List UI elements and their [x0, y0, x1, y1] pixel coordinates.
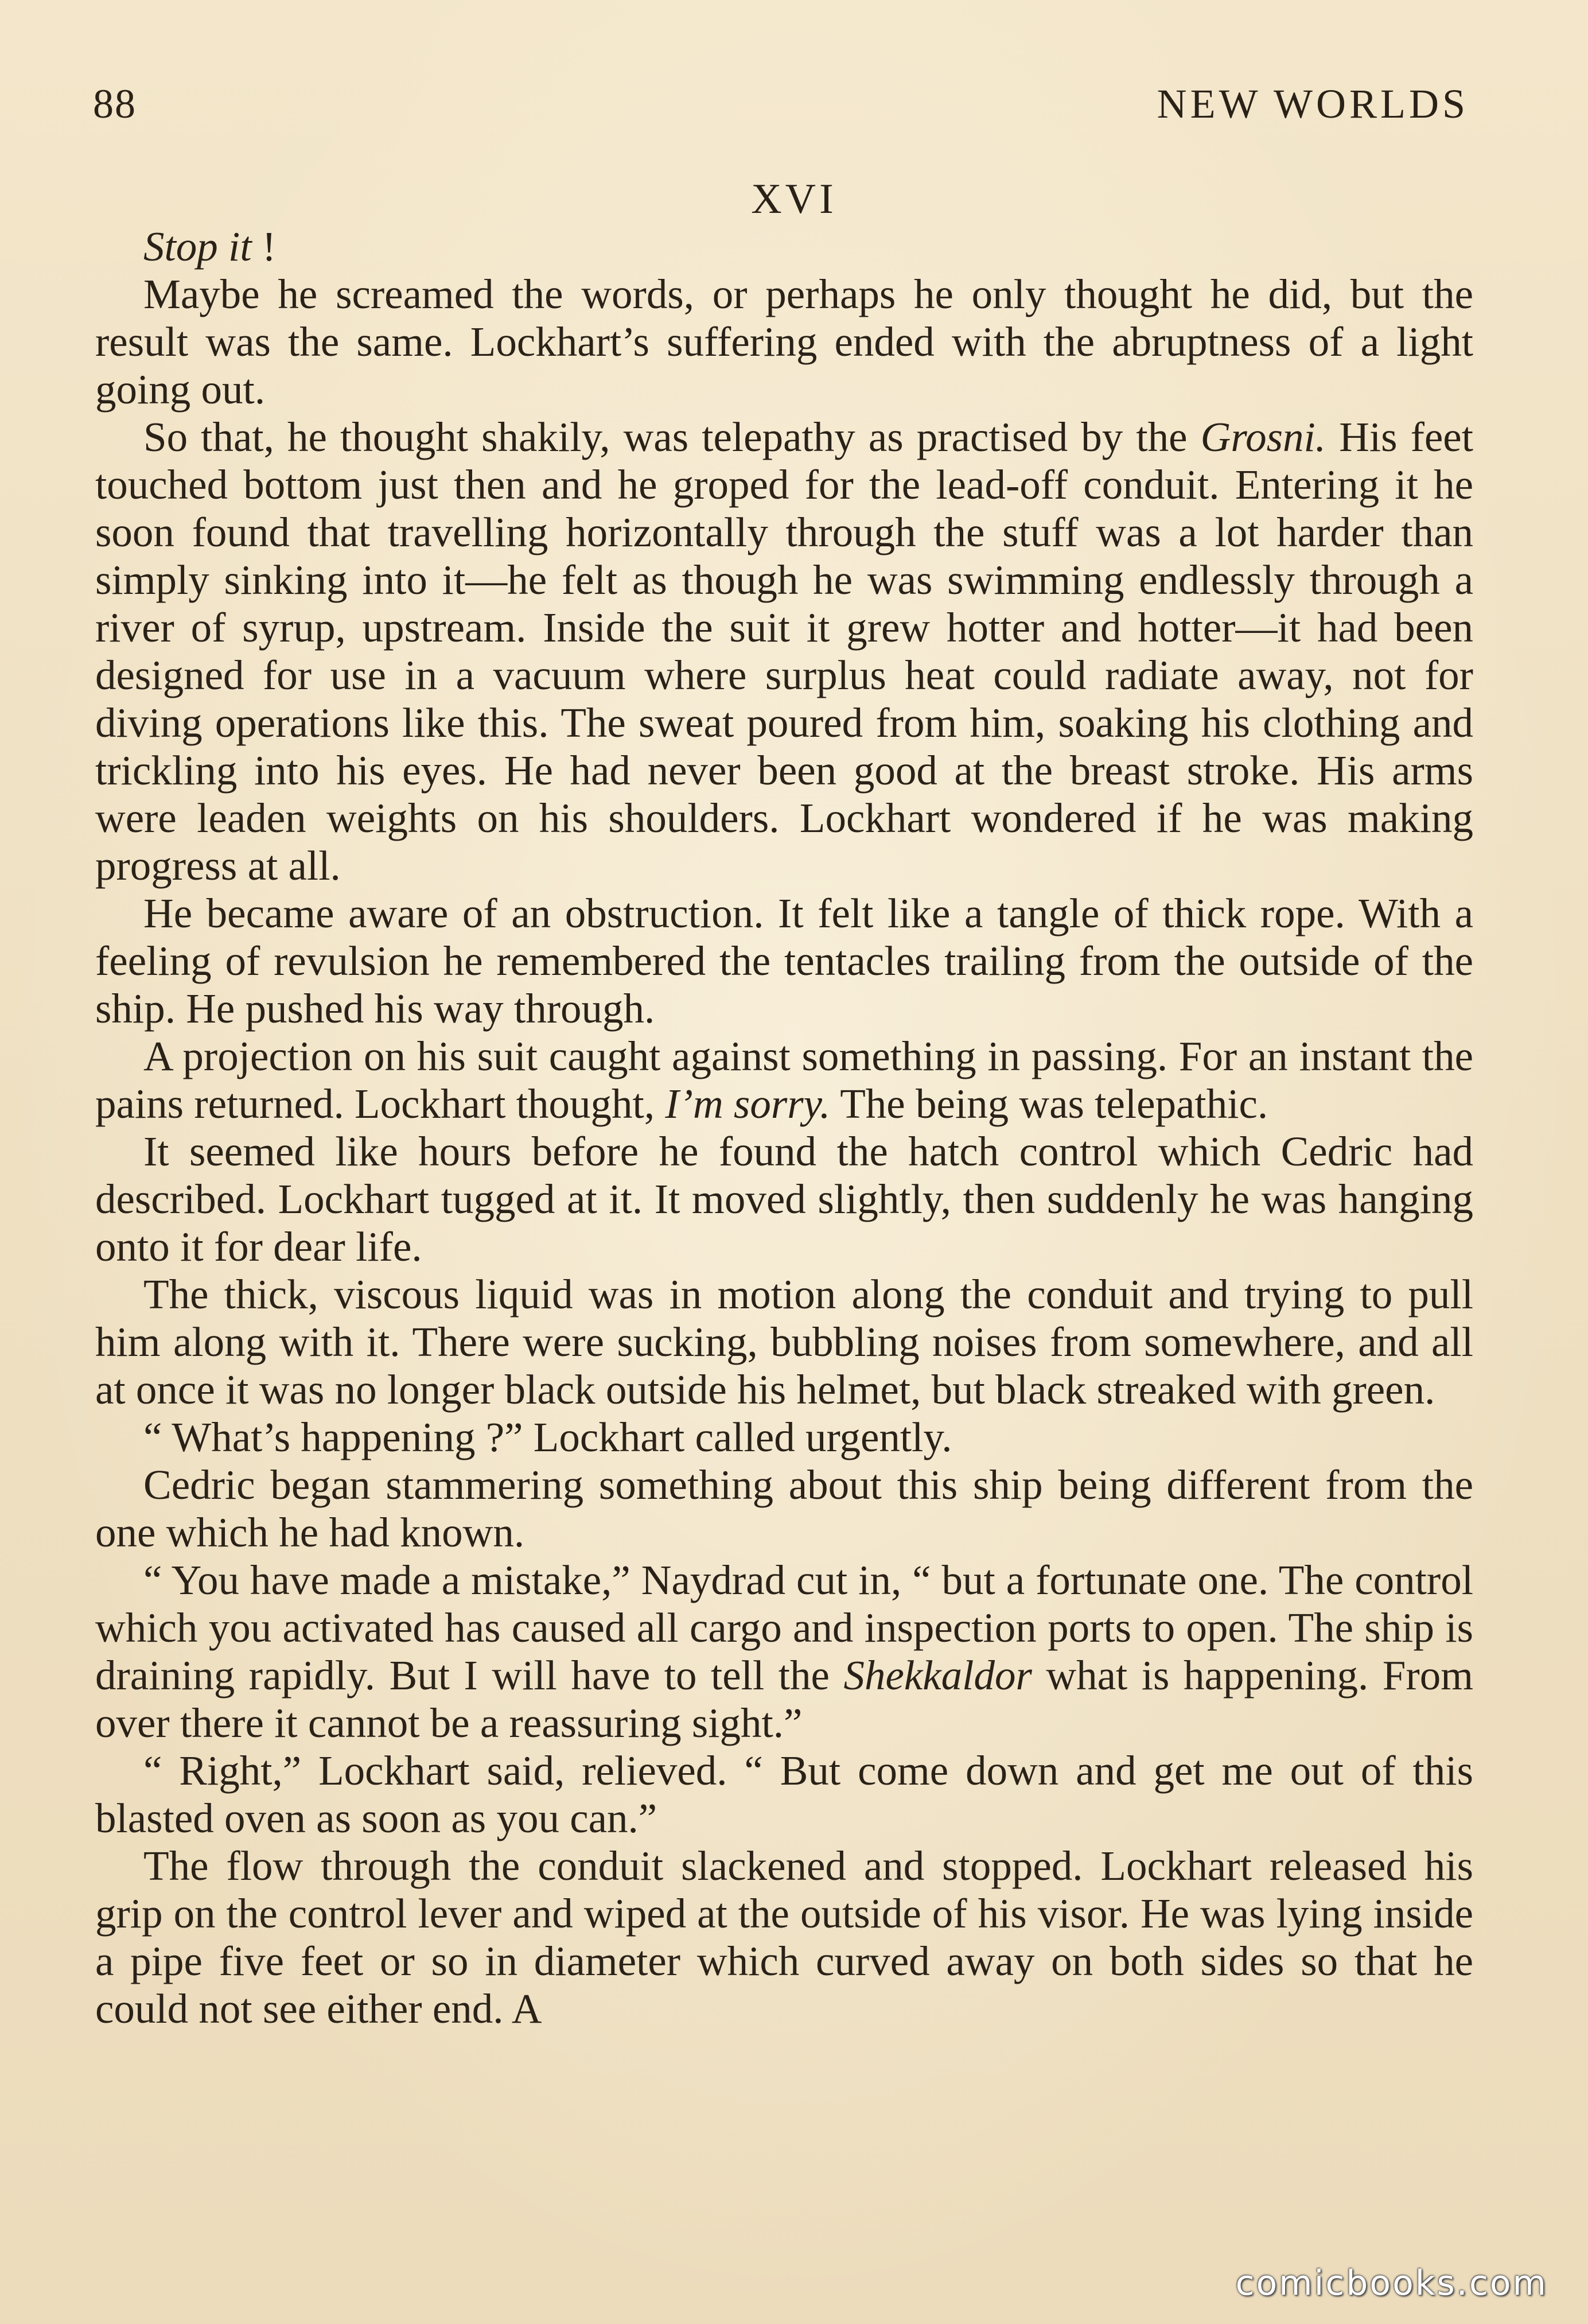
watermark: comicbooks.com	[1235, 2263, 1548, 2303]
paragraph	[95, 889, 1473, 1032]
italic-text: I’m sorry.	[665, 1081, 831, 1127]
paragraph-text: “ What’s happening ?” Lockhart called urgently.	[143, 1414, 952, 1460]
paragraph	[95, 1032, 1473, 1128]
paragraph	[95, 1461, 1473, 1556]
paragraph	[95, 270, 1473, 413]
italic-text: Stop it	[143, 223, 252, 270]
paragraph-text: Cedric began stammering something about this ship being different from the one which he had known.	[95, 1462, 1473, 1556]
paragraph-text: what is happening. From over there it cannot be a reassuring sight.”	[95, 1652, 1473, 1746]
italic-text: Shekkaldor	[843, 1652, 1032, 1699]
running-title: NEW WORLDS	[1157, 81, 1469, 127]
body-text	[95, 223, 1473, 2032]
paragraph-text: So that, he thought shakily, was telepathy as practised by the	[143, 414, 1201, 460]
paragraph-text: Maybe he screamed the words, or perhaps he only thought he did, but the result was the same. Lockhart’s suffering ended with the abruptness of a light going out.	[95, 271, 1473, 413]
italic-text: Grosni.	[1200, 414, 1326, 460]
paragraph	[95, 1747, 1473, 1842]
page-number: 88	[93, 81, 137, 127]
paragraph-text: A projection on his suit caught against something in passing. For an instant the pains returned. Lockhart thought,	[95, 1033, 1473, 1127]
chapter-heading: XVI	[751, 176, 837, 223]
paragraph	[95, 1270, 1473, 1413]
paragraph-text: The being was telepathic.	[830, 1081, 1268, 1127]
paragraph	[95, 1413, 1473, 1461]
paragraph	[95, 1556, 1473, 1747]
paragraph-text: His feet touched bottom just then and he groped for the lead-off conduit. Entering it he soon found that travelling horizontally through the stuff was a lot harder than simply sinking into it—he felt as though he was swimming endlessly through a river of syrup, upstream. Inside the suit it grew hotter and hotter—it had been designed for use in a vacuum where surplus heat could radiate away, not for diving operations like this. The sweat poured from him, soaking his clothing and trickling into his eyes. He had never been good at the breast stroke. His arms were leaden weights on his shoulders. Lockhart wondered if he was making progress at all.	[95, 414, 1473, 889]
paragraph-text: !	[251, 223, 277, 270]
paragraph-text: The flow through the conduit slackened and stopped. Lockhart released his grip on the control lever and wiped at the outside of his visor. He was lying inside a pipe five feet or so in diameter which curved away on both sides so that he could not see either end. A	[95, 1843, 1473, 2032]
paragraph-text: He became aware of an obstruction. It felt like a tangle of thick rope. With a feeling of revulsion he remembered the tentacles trailing from the outside of the ship. He pushed his way through.	[95, 890, 1473, 1032]
paragraph-text: The thick, viscous liquid was in motion along the conduit and trying to pull him along with it. There were sucking, bubbling noises from somewhere, and all at once it was no longer black outside his helmet, but black streaked with green.	[95, 1271, 1473, 1413]
paragraph-text: It seemed like hours before he found the hatch control which Cedric had described. Lockhart tugged at it. It moved slightly, then suddenly he was hanging onto it for dear life.	[95, 1128, 1473, 1270]
paragraph	[95, 1842, 1473, 2032]
running-head	[93, 80, 1469, 132]
paragraph-text: “ You have made a mistake,” Naydrad cut in, “ but a fortunate one. The control which you activated has caused all cargo and inspection ports to open. The ship is draining rapidly. But I will have to tell the	[95, 1557, 1473, 1699]
paragraph-text: “ Right,” Lockhart said, relieved. “ But come down and get me out of this blasted oven as soon as you can.”	[95, 1747, 1473, 1841]
paragraph	[95, 413, 1473, 889]
paragraph	[95, 223, 1473, 270]
paragraph	[95, 1128, 1473, 1270]
